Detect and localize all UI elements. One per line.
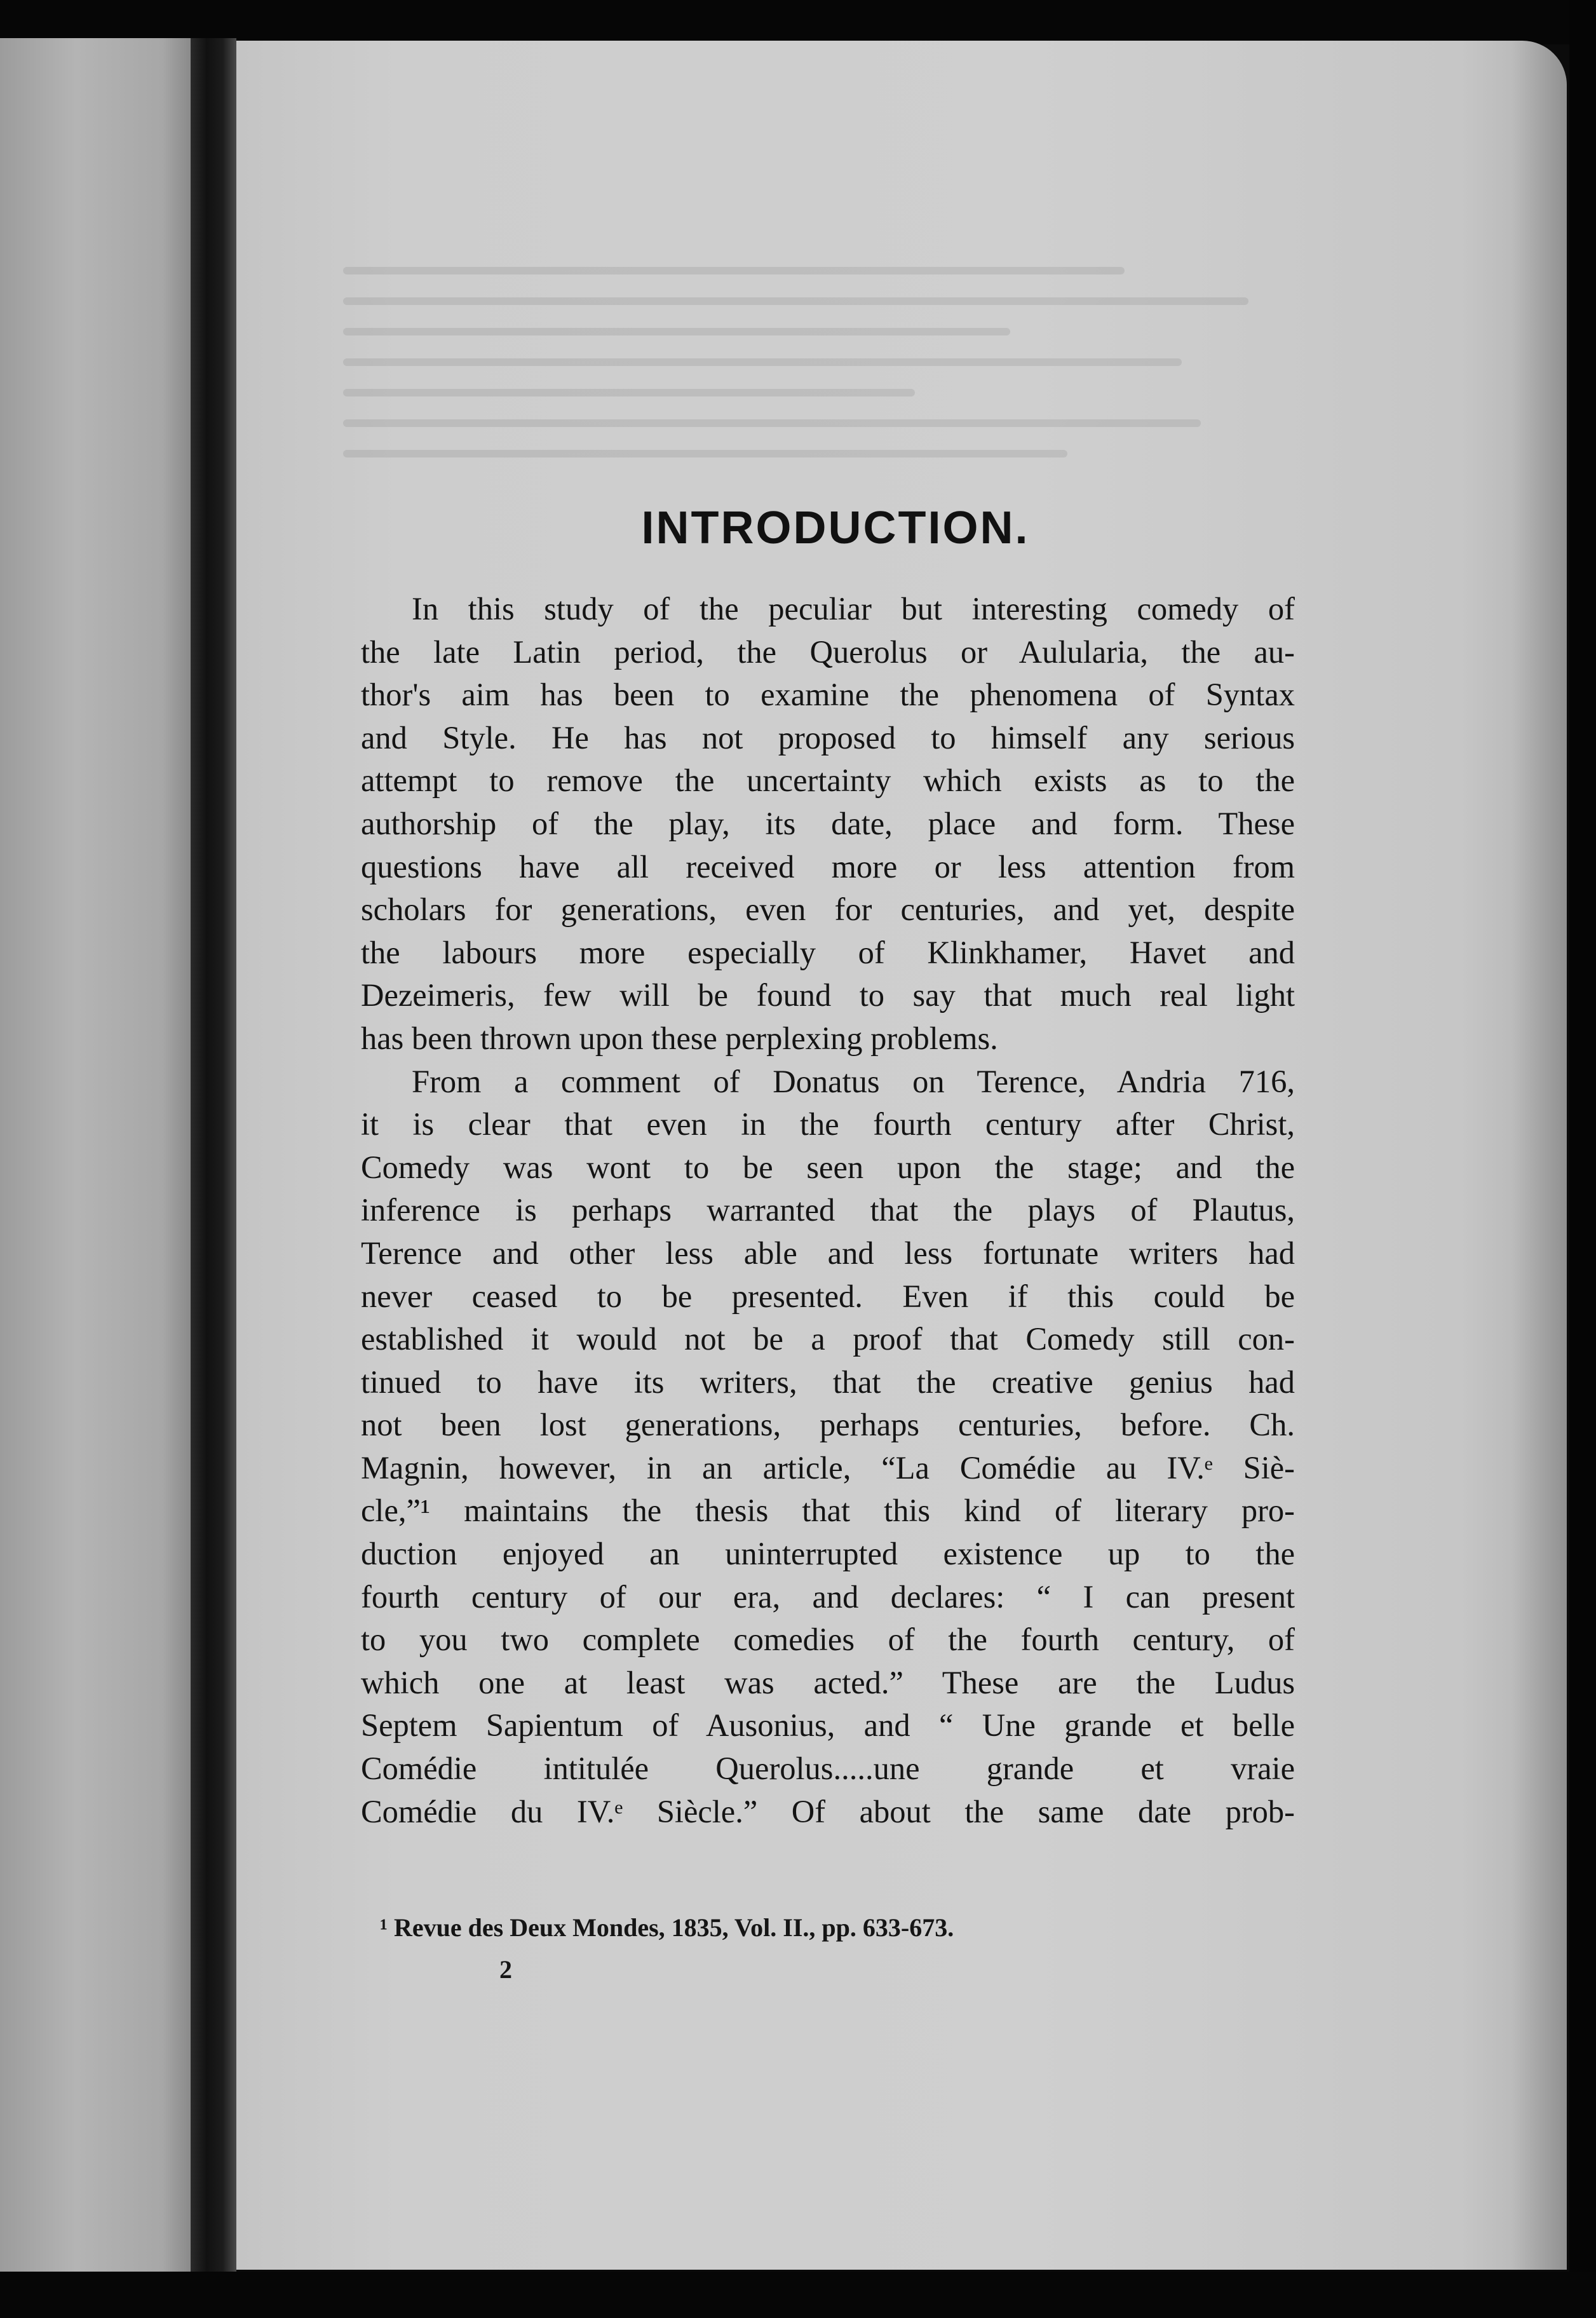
show-through-text: [343, 267, 1296, 534]
text-line: has been thrown upon these perplexing problems.: [361, 1020, 998, 1056]
text-line: Terence and other less able and less fortunate writers had: [361, 1235, 1295, 1271]
text-line: which one at least was acted.” These are the Ludus: [361, 1664, 1295, 1700]
text-line: it is clear that even in the fourth century after Christ,: [361, 1106, 1295, 1142]
text-line: and Style. He has not proposed to himself any serious: [361, 719, 1295, 756]
page-number: 2: [499, 1955, 512, 1984]
text-line: not been lost generations, perhaps centuries, before. Ch.: [361, 1407, 1295, 1443]
text-line: scholars for generations, even for centuries, and yet, despite: [361, 891, 1295, 928]
page-title: INTRODUCTION.: [641, 503, 1030, 553]
footnote: ¹ Revue des Deux Mondes, 1835, Vol. II., pp. 633-673.: [380, 1913, 954, 1942]
text-line: Comedy was wont to be seen upon the stage; and the: [361, 1149, 1295, 1185]
text-line: Comédie intitulée Querolus.....une grande et vraie: [361, 1751, 1295, 1787]
text-line: Magnin, however, in an article, “La Comédie au IV.ᵉ Siè-: [361, 1449, 1295, 1486]
page-edge-shadow: [1512, 41, 1567, 2270]
text-line: thor's aim has been to examine the phenomena of Syntax: [361, 677, 1295, 713]
book-gutter: [191, 38, 236, 2275]
paragraph: [361, 588, 1295, 1061]
text-line: tinued to have its writers, that the creative genius had: [361, 1364, 1295, 1400]
text-line: fourth century of our era, and declares: “ I can present: [361, 1578, 1295, 1615]
text-line: Septem Sapientum of Ausonius, and “ Une grande et belle: [361, 1707, 1295, 1744]
text-line: duction enjoyed an uninterrupted existence up to the: [361, 1536, 1295, 1572]
text-line: From a comment of Donatus on Terence, Andria 716,: [412, 1063, 1295, 1099]
text-line: Comédie du IV.ᵉ Siècle.” Of about the same date prob-: [361, 1793, 1295, 1829]
text-line: the late Latin period, the Querolus or Aulularia, the au-: [361, 634, 1295, 670]
text-line: In this study of the peculiar but interesting comedy of: [412, 591, 1295, 627]
text-line: authorship of the play, its date, place and form. These: [361, 805, 1295, 841]
text-line: attempt to remove the uncertainty which exists as to the: [361, 762, 1295, 799]
scan-border-bottom: [0, 2272, 1596, 2318]
text-line: established it would not be a proof that Comedy still con-: [361, 1321, 1295, 1357]
text-line: to you two complete comedies of the fourth century, of: [361, 1622, 1295, 1658]
facing-page-edge: [0, 38, 191, 2275]
text-line: questions have all received more or less attention from: [361, 848, 1295, 884]
text-line: Dezeimeris, few will be found to say that much real light: [361, 977, 1295, 1013]
text-line: never ceased to be presented. Even if this could be: [361, 1278, 1295, 1314]
text-line: inference is perhaps warranted that the plays of Plautus,: [361, 1192, 1295, 1228]
text-line: the labours more especially of Klinkhamer, Havet and: [361, 934, 1295, 970]
scan-border-right: [1569, 0, 1596, 2318]
text-line: cle,”¹ maintains the thesis that this kind of literary pro-: [361, 1493, 1295, 1529]
paragraph: [361, 1061, 1295, 1834]
scan-border-top: [0, 0, 1596, 44]
body-text: [361, 588, 1295, 1833]
